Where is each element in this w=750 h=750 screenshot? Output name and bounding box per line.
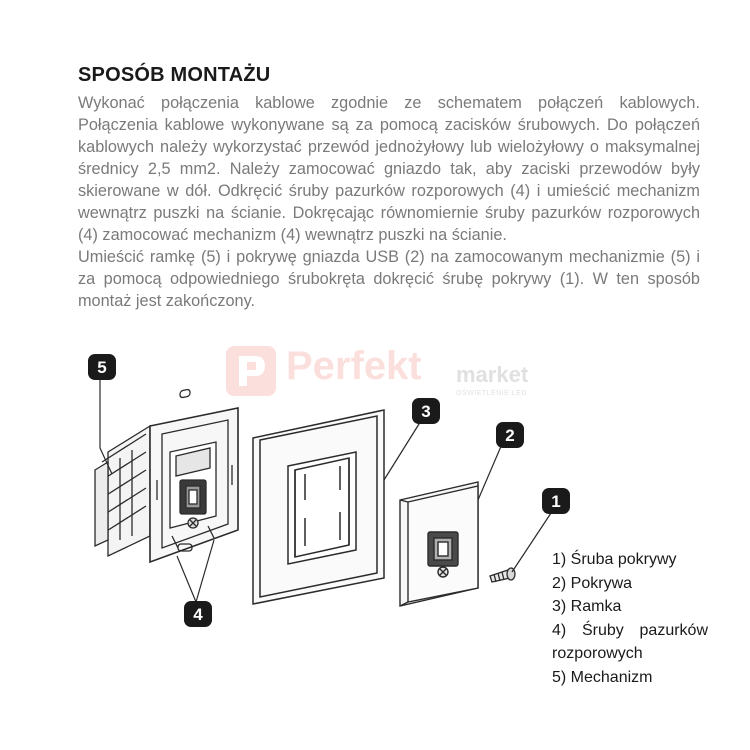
watermark-suffix: market: [456, 362, 529, 387]
callout-1: [542, 488, 570, 514]
callout-5: [88, 354, 116, 380]
legend-item-screw: 1) Śruba pokrywy: [552, 551, 677, 568]
callout-3: [412, 398, 440, 424]
legend-item-frame: 3) Ramka: [552, 598, 622, 615]
instructions-paragraph-2: Umieścić ramkę (5) i pokrywę gniazda USB (2) na zamocowanym mechanizmie (5) i za pomocą odpowiedniego śrubokręta dokręcić śrubę pokrywy (1). W ten sposób montaż jest zakończony.: [78, 248, 700, 310]
callout-4-label: 4: [193, 605, 203, 624]
screw-part: [490, 568, 515, 582]
section-heading: SPOSÓB MONTAŻU: [78, 64, 271, 86]
instructions-paragraph-1: Wykonać połączenia kablowe zgodnie ze schematem połączeń kablowych. Połączenia kablowe wykonywane są za pomocą zacisków śrubowych. Do połączeń kablowych należy wykorzystać przewód jednożyłowy lub wielożyłowy o maksymalnej średnicy 2,5 mm2. Należy zamocować gniazdo tak, aby zaciski przewodów były skierowane w dół. Odkręcić śruby pazurków rozporowych (4) i umieścić mechanizm wewnątrz puszki na ścianie. Dokręcając równomiernie śruby pazurków rozporowych (4) zamocować mechanizm (4) wewnątrz puszki na ścianie.: [78, 94, 700, 244]
callout-4: [184, 601, 212, 627]
cover-part: [400, 482, 478, 606]
watermark-tagline: OŚWIETLENIE LED: [456, 390, 527, 397]
callout-1-label: 1: [551, 492, 561, 511]
callout-2: [496, 422, 524, 448]
callout-3-label: 3: [421, 402, 431, 421]
parts-legend: [552, 548, 712, 689]
callout-2-label: 2: [505, 426, 515, 445]
watermark-brand: Perfekt: [286, 344, 422, 388]
mechanism-part: [95, 389, 238, 562]
legend-item-mechanism: 5) Mechanizm: [552, 668, 653, 686]
legend-item-cover: 2) Pokrywa: [552, 574, 633, 592]
legend-item-claw-screws: 4) Śruby pazurków rozporowych: [552, 621, 708, 662]
frame-part: [253, 410, 384, 604]
instructions-text: [78, 92, 700, 312]
callout-5-label: 5: [97, 358, 107, 377]
